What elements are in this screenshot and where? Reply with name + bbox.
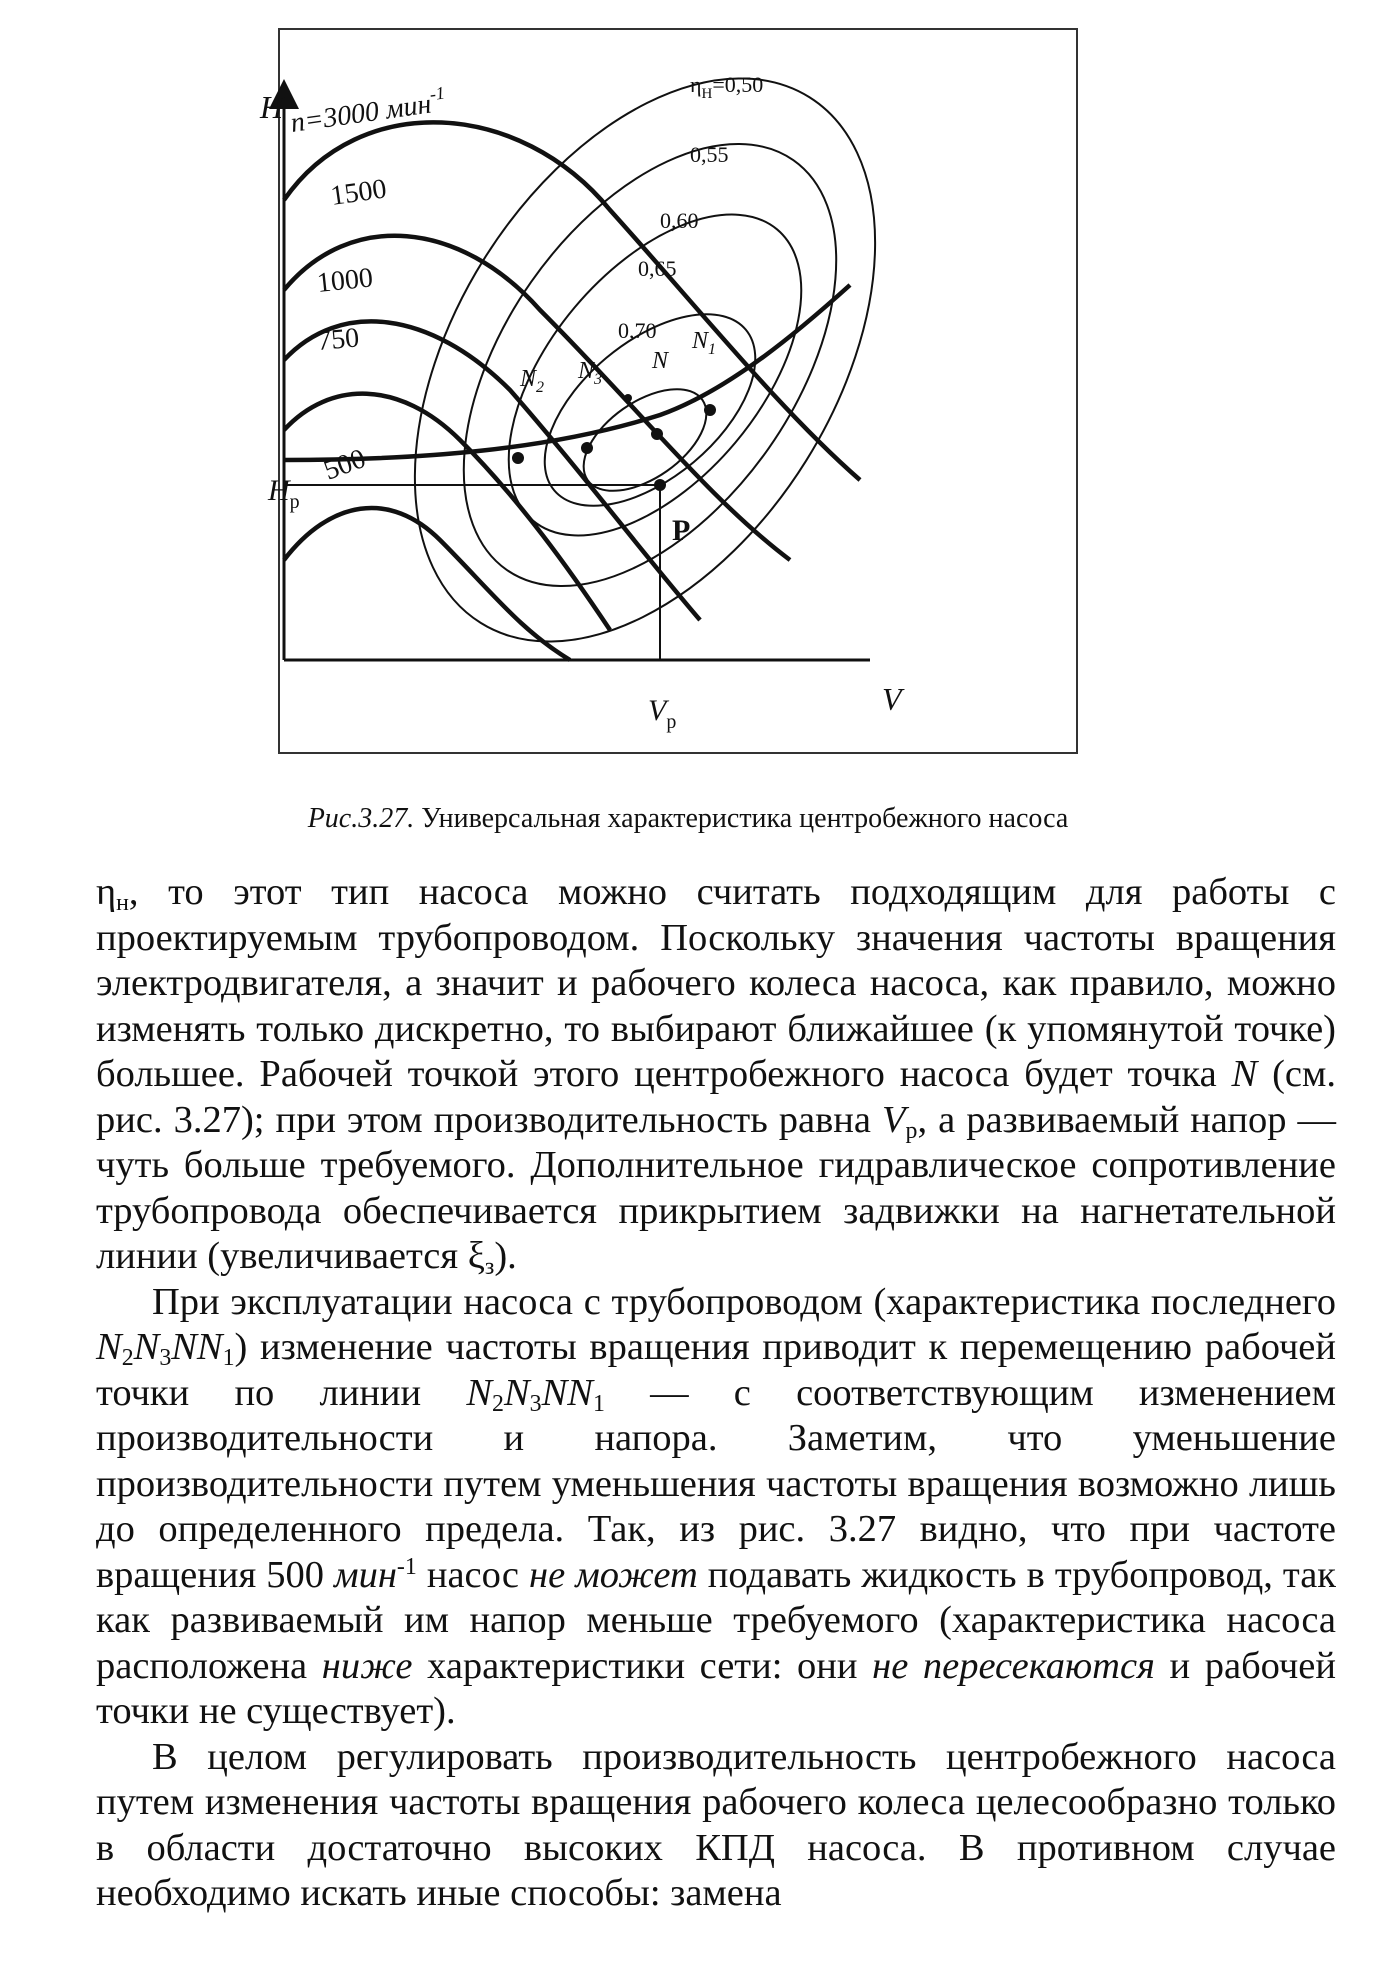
- point-n2-dot: [512, 452, 524, 464]
- speed-label-500: 500: [319, 443, 370, 487]
- axis-y-label: H: [260, 89, 284, 125]
- paragraph-1: $\eta_н$, то этот тип насоса можно считать подходящим для работы с проектируемым трубопроводом. Поскольку значения частоты вращения электродвигателя, а значит и рабочего колеса насоса, как правило, можно изменять только дискретно, то выбирают ближайшее (к упомянутой точке) большее. Рабочей точкой этого центробежного насоса будет точка N (см. рис. 3.27); при этом производительность равна $V_р$, а развиваемый напор — чуть больше требуемого. Дополнительное гидравлическое сопротивление трубопровода обеспечивается прикрытием задвижки на нагнетательной линии (увеличивается $\xi_з$).: [96, 871, 1336, 1280]
- paragraph-3: В целом регулировать производительность центробежного насоса путем изменения частоты вращения рабочего колеса целесообразно только в области достаточно высоких КПД насоса. В противном случае необходимо искать иные способы: замена: [96, 1735, 1336, 1914]
- pipeline-curve: [284, 285, 850, 460]
- point-n-dot: [651, 428, 663, 440]
- speed-label-750: 750: [315, 322, 361, 357]
- eff-label-065: 0,65: [638, 256, 677, 281]
- eff-contour-070: [566, 369, 724, 512]
- eff-label-055: 0,55: [690, 142, 729, 167]
- paragraph-2: При эксплуатации насоса с трубопроводом (характеристика последнего $N_2N_3NN_1$) изменение частоты вращения приводит к перемещению рабочей точки по линии $N_2N_3NN_1$ — с соответствующим изменением производительности и напора. Заметим, что уменьшение производительности путем уменьшения частоты вращения возможно лишь до определенного предела. Так, из рис. 3.27 видно, что при частоте вращения 500 мин$^{-1}$ насос не может подавать жидкость в трубопровод, так как развиваемый им напор меньше требуемого (характеристика насоса расположена ниже характеристики сети: они не пересекаются и рабочей точки не существует).: [96, 1280, 1336, 1732]
- speed-label-3000: n=3000 мин$^{-1}$: [288, 82, 447, 139]
- hp-label: $H_р$: [268, 474, 300, 513]
- point-n1-dot: [704, 404, 716, 416]
- eff-label-060: 0,60: [660, 208, 699, 233]
- pump-curve-750: [284, 394, 610, 630]
- point-n-label: N: [652, 348, 669, 374]
- point-n3-label: $N_3$: [578, 358, 603, 388]
- caption-text: Универсальная характеристика центробежного насоса: [421, 803, 1069, 834]
- body-text: [96, 870, 1336, 1917]
- point-n1-label: $N_1$: [692, 328, 717, 358]
- figure-caption: [0, 803, 1376, 835]
- axis-x-label: V: [882, 681, 902, 717]
- vp-label: $V_р$: [648, 694, 677, 733]
- eff-peak-dot: [624, 394, 632, 402]
- point-p-label: P: [672, 514, 691, 547]
- figure-canvas: [260, 30, 1076, 752]
- eff-label-050: $\eta_Н=0,50$: [690, 72, 764, 102]
- speed-label-1000: 1000: [315, 262, 375, 299]
- pump-curve-500: [284, 508, 570, 660]
- speed-label-1500: 1500: [328, 173, 389, 212]
- eff-label-070: 0,70: [618, 318, 657, 343]
- figure-pump-characteristic: [260, 28, 1078, 754]
- point-n2-label: $N_2$: [520, 366, 545, 396]
- eff-contour-060: [452, 162, 857, 588]
- caption-label: Рис.3.27.: [307, 803, 415, 834]
- point-p-dot: [654, 479, 666, 491]
- point-n3-dot: [581, 442, 593, 454]
